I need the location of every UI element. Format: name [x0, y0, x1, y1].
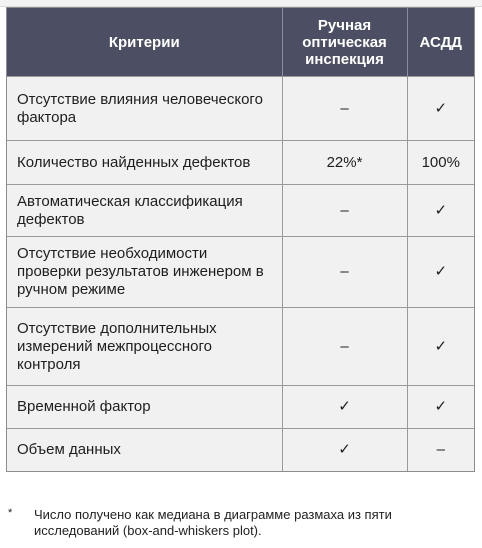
- asdd-value-cell: ✓: [407, 185, 474, 237]
- table-header-row: [7, 8, 474, 77]
- criterion-cell: Отсутствие влияния человеческого фактора: [7, 77, 282, 141]
- comparison-table-container: [6, 7, 475, 472]
- footnote-text: Число получено как медиана в диаграмме размаха из пяти исследований (box-and-whiskers plot).: [34, 507, 392, 538]
- asdd-value-cell: ✓: [407, 308, 474, 386]
- header-asdd: АСДД: [407, 8, 474, 77]
- asdd-value-cell: ✓: [407, 77, 474, 141]
- asdd-value-cell: ✓: [407, 237, 474, 308]
- footnote-marker: *: [8, 507, 13, 519]
- manual-value-cell: –: [282, 77, 407, 141]
- manual-value-cell: –: [282, 237, 407, 308]
- comparison-table: [7, 8, 474, 471]
- manual-value-cell: ✓: [282, 386, 407, 429]
- table-row: [7, 185, 474, 237]
- criterion-cell: Отсутствие необходимости проверки результатов инженером в ручном режиме: [7, 237, 282, 308]
- criterion-cell: Объем данных: [7, 429, 282, 472]
- criterion-cell: Автоматическая классификация дефектов: [7, 185, 282, 237]
- header-criteria: Критерии: [7, 8, 282, 77]
- manual-value-cell: 22%*: [282, 141, 407, 185]
- page-top-edge: [0, 0, 482, 7]
- criterion-cell: Временной фактор: [7, 386, 282, 429]
- table-row: [7, 386, 474, 429]
- table-row: [7, 429, 474, 472]
- table-row: [7, 141, 474, 185]
- header-manual-inspection: Ручная оптическая инспекция: [282, 8, 407, 77]
- manual-value-cell: ✓: [282, 429, 407, 472]
- manual-value-cell: –: [282, 308, 407, 386]
- criterion-cell: Отсутствие дополнительных измерений межпроцессного контроля: [7, 308, 282, 386]
- asdd-value-cell: ✓: [407, 386, 474, 429]
- asdd-value-cell: 100%: [407, 141, 474, 185]
- asdd-value-cell: –: [407, 429, 474, 472]
- table-row: [7, 77, 474, 141]
- criterion-cell: Количество найденных дефектов: [7, 141, 282, 185]
- table-row: [7, 308, 474, 386]
- table-row: [7, 237, 474, 308]
- manual-value-cell: –: [282, 185, 407, 237]
